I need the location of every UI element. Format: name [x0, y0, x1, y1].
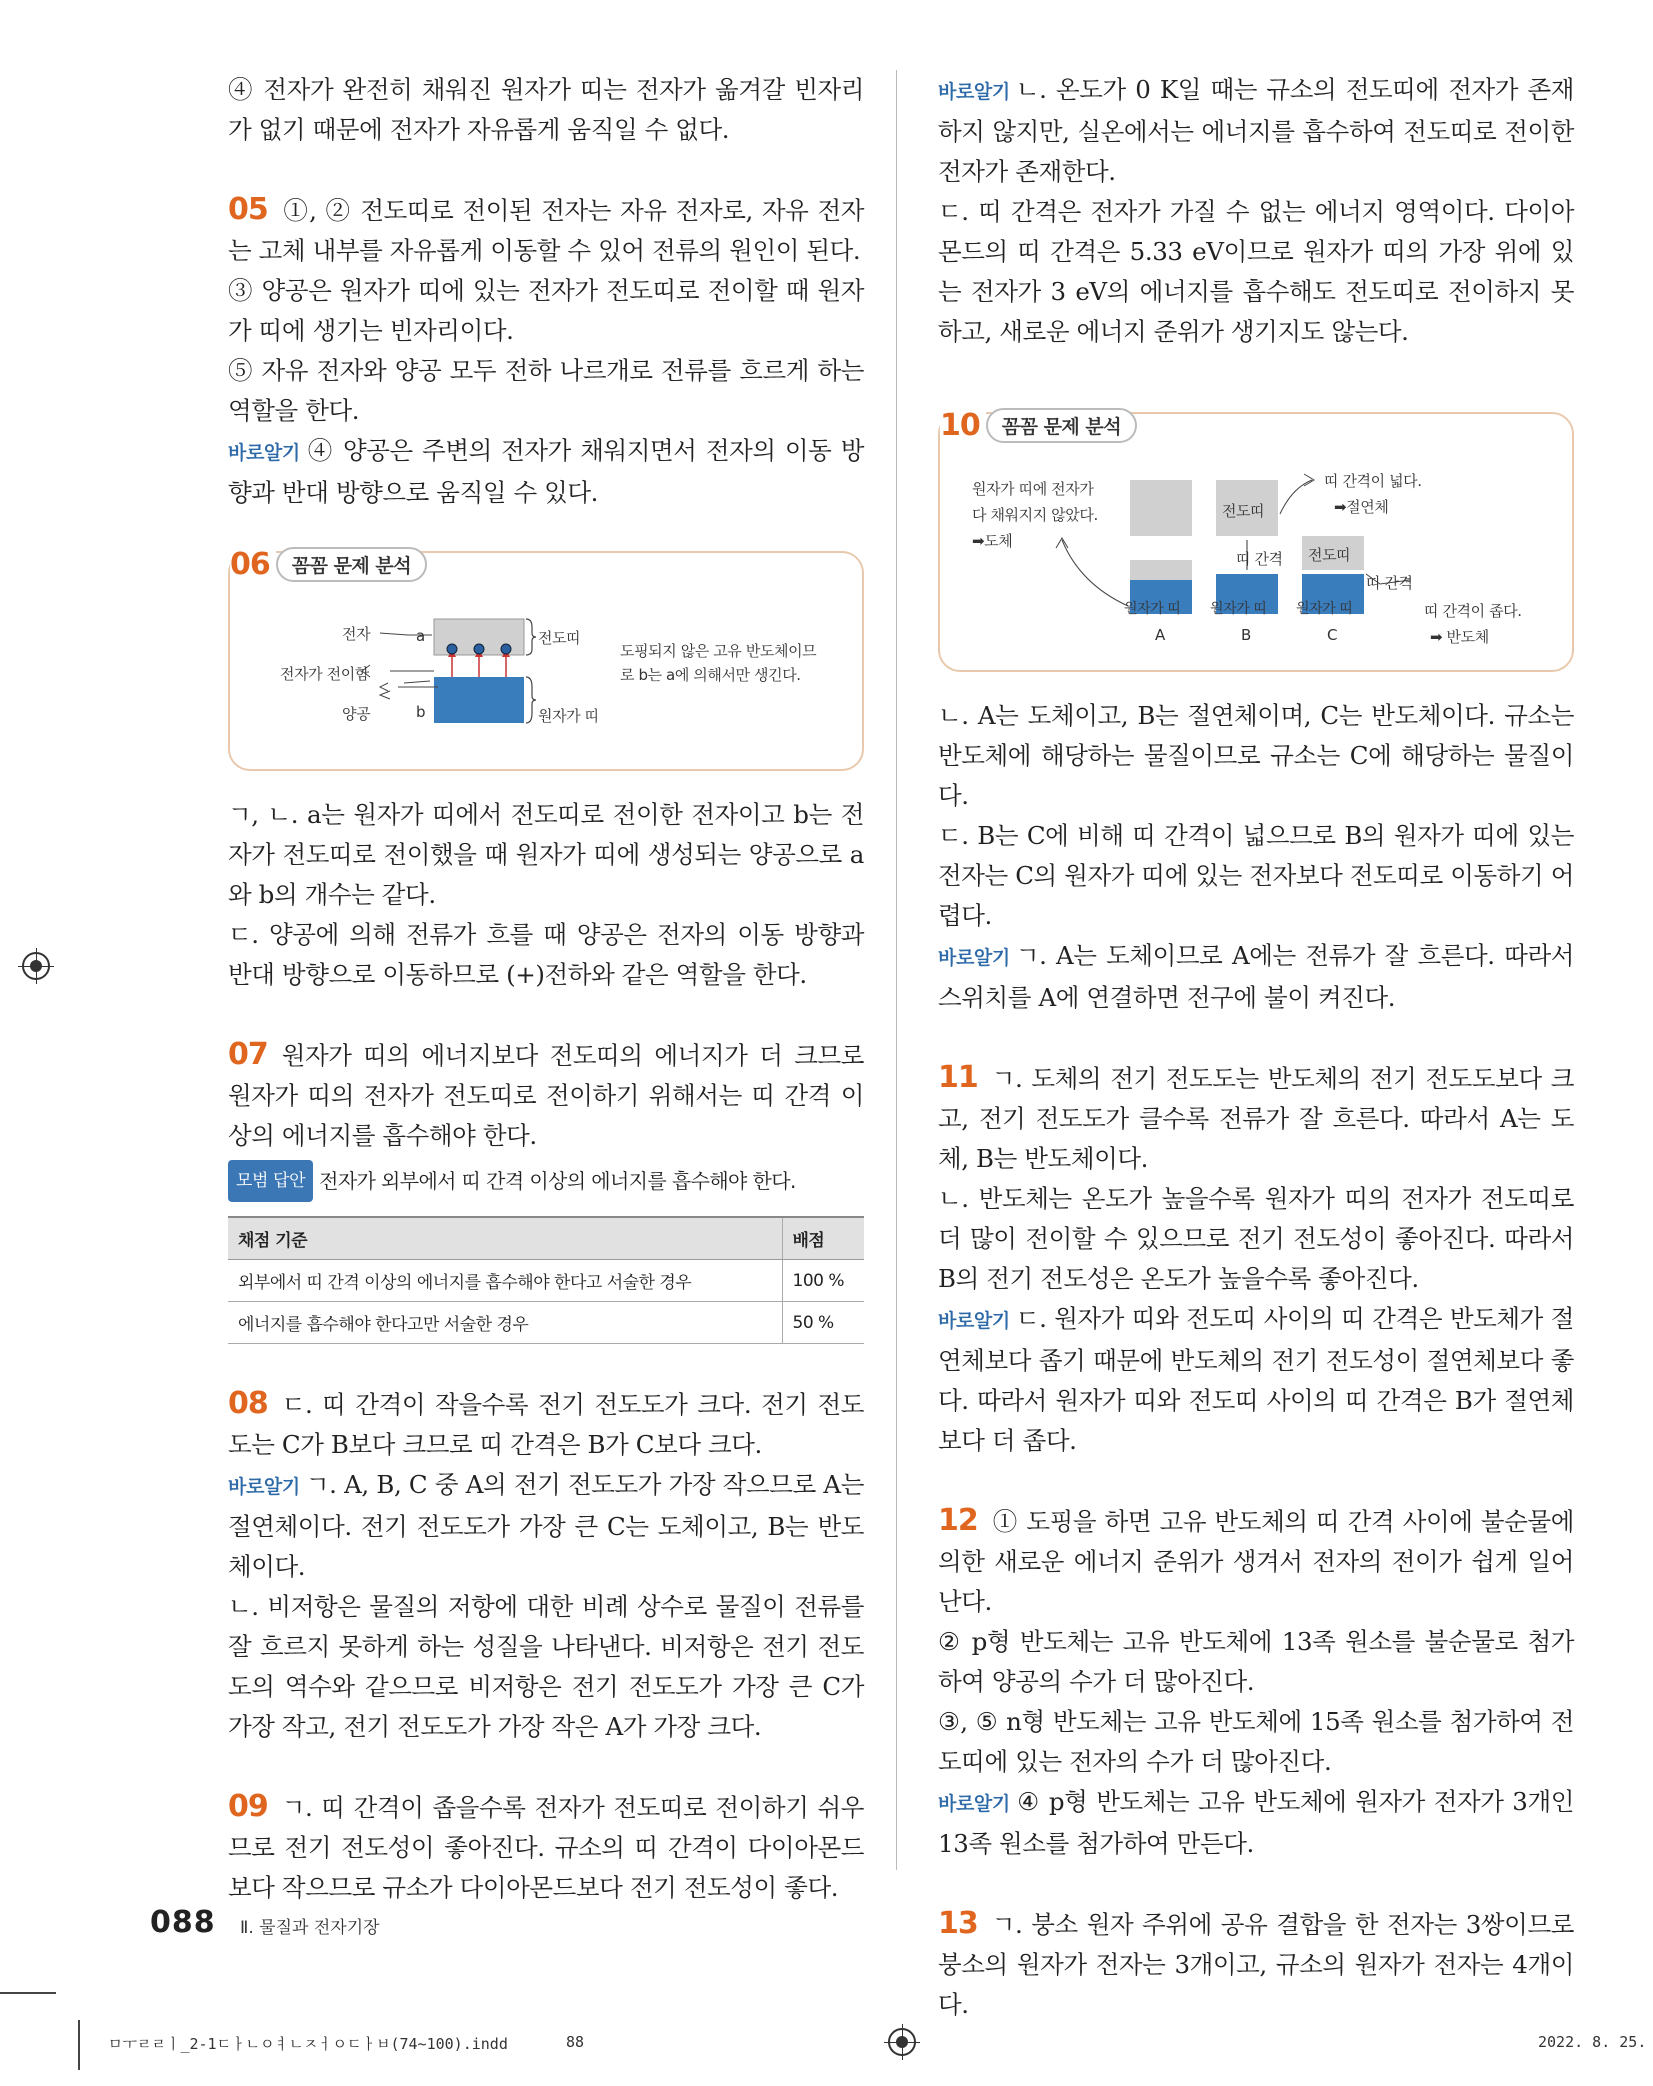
- answer-line: ㄱ, ㄴ. a는 원자가 띠에서 전도띠로 전이한 전자이고 b는 전자가 전도띠로 전이했을 때 원자가 띠에 생성되는 양공으로 a와 b의 개수는 같다.: [228, 800, 864, 909]
- label-a: a: [416, 627, 425, 645]
- question-07: [228, 1035, 864, 1344]
- label-conduction-band: 전도띠: [538, 629, 581, 647]
- analysis-title: 꼼꼼 문제 분석: [276, 547, 427, 582]
- question-13: [938, 1904, 1574, 2025]
- page-number: 088: [150, 1905, 216, 1940]
- diagram-note: 도핑되지 않은 고유 반도체이므로 b는 a에 의해서만 생긴다.: [620, 642, 817, 684]
- table-cell: 외부에서 띠 간격 이상의 에너지를 흡수해야 한다고 서술한 경우: [228, 1260, 782, 1302]
- question-number: 13: [938, 1906, 978, 1941]
- label-valence-b: 원자가 띠: [1210, 601, 1267, 617]
- question-number: 09: [228, 1789, 268, 1824]
- answer-line: ㄷ. 띠 간격이 작을수록 전기 전도도가 크다. 전기 전도도는 C가 B보다 크므로 띠 간격은 B가 C보다 크다.: [228, 1390, 864, 1459]
- answer-line: ㄷ. 양공에 의해 전류가 흐를 때 양공은 전자의 이동 방향과 반대 방향으로 이동하므로 (+)전하와 같은 역할을 한다.: [228, 920, 864, 989]
- answer-line: ㄷ. B는 C에 비해 띠 간격이 넓으므로 B의 원자가 띠에 있는 전자는 C의 원자가 띠에 있는 전자보다 전도띠로 이동하기 어렵다.: [938, 821, 1574, 930]
- answer-line: ⑤ 자유 전자와 양공 모두 전하 나르개로 전류를 흐르게 하는 역할을 한다.: [228, 356, 864, 425]
- answer-line: ③, ⑤ n형 반도체는 고유 반도체에 15족 원소를 첨가하여 전도띠에 있는 전자의 수가 더 많아진다.: [938, 1707, 1574, 1776]
- question-number: 06: [230, 547, 276, 582]
- electron-dot: [447, 644, 457, 654]
- correction-tag: 바로알기: [938, 1310, 1010, 1332]
- label-B: B: [1241, 626, 1251, 644]
- analysis-title: 꼼꼼 문제 분석: [986, 408, 1137, 443]
- label-C: C: [1327, 626, 1338, 644]
- note-a-line2: 다 채워지지 않았다.: [972, 506, 1098, 524]
- label-valence-a: 원자가 띠: [1124, 601, 1181, 617]
- question-number: 07: [228, 1037, 268, 1072]
- label-conduction-c: 전도띠: [1308, 546, 1351, 564]
- answer-line: ㄱ. A, B, C 중 A의 전기 전도도가 가장 작으므로 A는 절연체이다. 전기 전도도가 가장 큰 C는 도체이고, B는 반도체이다.: [228, 1470, 864, 1581]
- table-cell: 100 %: [782, 1260, 864, 1302]
- correction-tag: 바로알기: [938, 81, 1010, 103]
- label-semiconductor: ➡ 반도체: [1430, 628, 1489, 646]
- slug-date: 2022. 8. 25.: [1538, 2033, 1647, 2051]
- question-11: [938, 1058, 1574, 1461]
- slug-filename: ㅁㅜㄹㄹㅣ_2-1ㄷㅏㄴㅇㅕㄴㅈㅓㅇㄷㅏㅂ(74~100).indd: [108, 2035, 508, 2053]
- question-number: 05: [228, 192, 268, 227]
- label-narrow-gap: 띠 간격이 좁다.: [1424, 602, 1522, 620]
- answer-line: ㄴ. A는 도체이고, B는 절연체이며, C는 반도체이다. 규소는 반도체에 해당하는 물질이므로 규소는 C에 해당하는 물질이다.: [938, 701, 1574, 810]
- table-cell: 에너지를 흡수해야 한다고만 서술한 경우: [228, 1302, 782, 1344]
- answer-line: ①, ② 전도띠로 전이된 전자는 자유 전자로, 자유 전자는 고체 내부를 자유롭게 이동할 수 있어 전류의 원인이 된다.: [228, 196, 864, 265]
- answer-line: ㄴ. 비저항은 물질의 저항에 대한 비례 상수로 물질이 전류를 잘 흐르지 못하게 하는 성질을 나타낸다. 비저항은 전기 전도도의 역수와 같으므로 비저항은 전기 전도도가 가장 큰 C가 가장 작고, 전기 전도도가 가장 작은 A가 가장 크다.: [228, 1592, 864, 1741]
- answer-line: 원자가 띠의 에너지보다 전도띠의 에너지가 더 크므로 원자가 띠의 전자가 전도띠로 전이하기 위해서는 띠 간격 이상의 에너지를 흡수해야 한다.: [228, 1041, 864, 1150]
- table-row: [228, 1302, 864, 1344]
- label-transition: 전자가 전이함: [280, 665, 369, 683]
- model-answer: 전자가 외부에서 띠 간격 이상의 에너지를 흡수해야 한다.: [319, 1169, 796, 1193]
- answer-line: ④ 양공은 주변의 전자가 채워지면서 전자의 이동 방향과 반대 방향으로 움직일 수 있다.: [228, 436, 864, 507]
- question-05: [228, 190, 864, 513]
- table-header: 채점 기준: [228, 1217, 782, 1260]
- scoring-table: [228, 1216, 864, 1344]
- registration-mark-icon: [22, 952, 50, 980]
- question-number: 11: [938, 1060, 978, 1095]
- slug-page: 88: [566, 2033, 585, 2051]
- answer-line: ㄷ. 원자가 띠와 전도띠 사이의 띠 간격은 반도체가 절연체보다 좁기 때문에 반도체의 전기 전도성이 절연체보다 좋다. 따라서 원자가 띠와 전도띠 사이의 띠 간격은 B가 절연체보다 더 좁다.: [938, 1304, 1574, 1455]
- correction-tag: 바로알기: [228, 1476, 300, 1498]
- note-a-line1: 원자가 띠에 전자가: [972, 480, 1094, 498]
- answer-line: ㄱ. 도체의 전기 전도도는 반도체의 전기 전도도보다 크고, 전기 전도도가 클수록 전류가 잘 흐른다. 따라서 A는 도체, B는 반도체이다.: [938, 1064, 1574, 1173]
- answer-line: ③ 양공은 원자가 띠에 있는 전자가 전도띠로 전이할 때 원자가 띠에 생기는 빈자리이다.: [228, 276, 864, 345]
- question-10: [938, 408, 1574, 1018]
- answer-line: ㄱ. 붕소 원자 주위에 공유 결합을 한 전자는 3쌍이므로 붕소의 원자가 전자는 3개이고, 규소의 원자가 전자는 4개이다.: [938, 1910, 1574, 2019]
- question-number: 12: [938, 1503, 978, 1538]
- note-a-line3: ➡도체: [972, 532, 1013, 550]
- label-conduction-b: 전도띠: [1222, 502, 1265, 520]
- correction-tag: 바로알기: [938, 1793, 1010, 1815]
- crop-mark: [78, 2020, 80, 2070]
- answer-line: ㄱ. 띠 간격이 좁을수록 전자가 전도띠로 전이하기 쉬우므로 전기 전도성이 좋아진다. 규소의 띠 간격이 다이아몬드보다 작으므로 규소가 다이아몬드보다 전기 전도성이 좋다.: [228, 1793, 864, 1902]
- label-valence-c: 원자가 띠: [1296, 601, 1353, 617]
- left-column: [228, 70, 864, 1908]
- analysis-box: [938, 408, 1574, 672]
- column-divider: [896, 70, 897, 1870]
- table-row: [228, 1260, 864, 1302]
- right-column: [938, 70, 1574, 2025]
- answer-line: ㄷ. 띠 간격은 전자가 가질 수 없는 에너지 영역이다. 다이아몬드의 띠 간격은 5.33 eV이므로 원자가 띠의 가장 위에 있는 전자가 3 eV의 에너지를 흡수해도 전도띠로 전이하지 못하고, 새로운 에너지 준위가 생기지도 않는다.: [938, 197, 1574, 346]
- question-06: [228, 547, 864, 995]
- label-wide-gap: 띠 간격이 넓다.: [1324, 472, 1422, 490]
- crop-mark: [0, 1992, 56, 1994]
- electron-dot: [501, 644, 511, 654]
- answer-line: ② p형 반도체는 고유 반도체에 13족 원소를 불순물로 첨가하여 양공의 수가 더 많아진다.: [938, 1627, 1574, 1696]
- answer-line: ㄱ. A는 도체이므로 A에는 전류가 잘 흐른다. 따라서 스위치를 A에 연결하면 전구에 불이 켜진다.: [938, 941, 1574, 1012]
- correction-tag: 바로알기: [228, 442, 300, 464]
- label-electron: 전자: [342, 625, 371, 643]
- label-insulator: ➡절연체: [1334, 498, 1389, 516]
- answer-line: ㄴ. 반도체는 온도가 높을수록 원자가 띠의 전자가 전도띠로 더 많이 전이할 수 있으므로 전기 전도성이 좋아진다. 따라서 B의 전기 전도성은 온도가 높을수록 좋아진다.: [938, 1184, 1574, 1293]
- electron-dot: [474, 644, 484, 654]
- label-gap-b: 띠 간격: [1236, 550, 1283, 568]
- answer-line: ㄴ. 온도가 0 K일 때는 규소의 전도띠에 전자가 존재하지 않지만, 실온에서는 에너지를 흡수하여 전도띠로 전이한 전자가 존재한다.: [938, 75, 1574, 186]
- analysis-box: [228, 547, 864, 771]
- model-answer-tag: 모범 답안: [228, 1160, 313, 1202]
- label-gap-c: 띠 간격: [1366, 574, 1413, 592]
- section-title: Ⅱ. 물질과 전자기장: [240, 1918, 380, 1938]
- answer-line: ① 도핑을 하면 고유 반도체의 띠 간격 사이에 불순물에 의한 새로운 에너지 준위가 생겨서 전자의 전이가 쉽게 일어난다.: [938, 1507, 1574, 1616]
- label-b: b: [416, 703, 426, 721]
- question-09-continued: [938, 70, 1574, 352]
- question-08: [228, 1384, 864, 1747]
- answer-line: ④ p형 반도체는 고유 반도체에 원자가 전자가 3개인 13족 원소를 첨가하여 만든다.: [938, 1787, 1574, 1858]
- valence-band: [434, 677, 524, 723]
- label-A: A: [1155, 626, 1165, 644]
- table-cell: 50 %: [782, 1302, 864, 1344]
- correction-tag: 바로알기: [938, 947, 1010, 969]
- band-a-upper: [1130, 480, 1192, 536]
- registration-mark-icon: [888, 2028, 916, 2056]
- band-a-empty: [1130, 560, 1192, 580]
- label-hole: 양공: [342, 705, 371, 723]
- question-number: 08: [228, 1386, 268, 1421]
- table-header: 배점: [782, 1217, 864, 1260]
- question-12: [938, 1501, 1574, 1864]
- label-valence-band: 원자가 띠: [538, 707, 599, 725]
- question-number: 10: [940, 408, 986, 443]
- q04-item4: ④ 전자가 완전히 채워진 원자가 띠는 전자가 옮겨갈 빈자리가 없기 때문에 전자가 자유롭게 움직일 수 없다.: [228, 75, 864, 144]
- question-09: [228, 1787, 864, 1908]
